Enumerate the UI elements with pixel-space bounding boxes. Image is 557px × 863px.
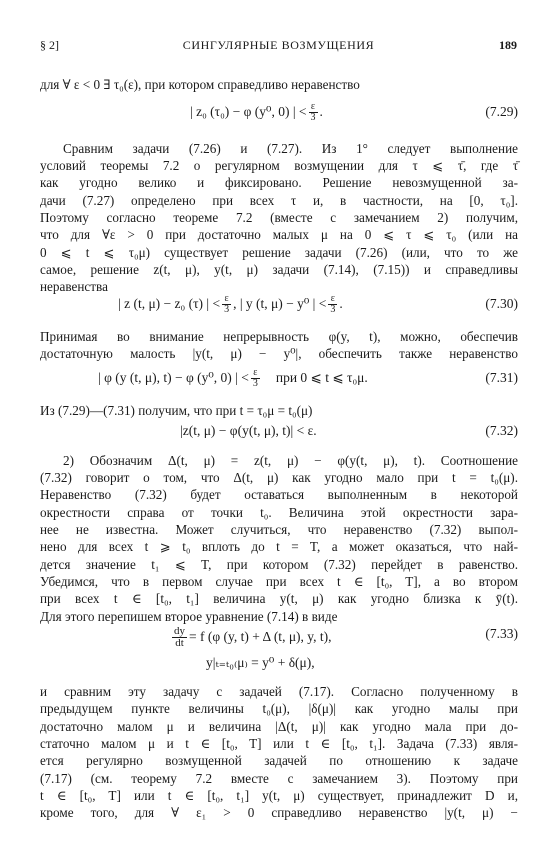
text-line: при всех t ∈ [t₀, t₁] величина y(t, μ) как угодно близка к ȳ(t). [40, 591, 518, 606]
equation-7-33 [40, 624, 518, 650]
text-line: что для ∀ε > 0 при достаточно малых μ на 0 ⩽ τ ⩽ τ₀ (или на [40, 227, 518, 242]
equation-7-30 [40, 294, 518, 314]
section-marker: § 2] [40, 38, 59, 52]
text-line: 2) Обозначим Δ(t, μ) = z(t, μ) − φ(y(t, μ), t). Соотношение [63, 453, 518, 468]
equation-7-31 [40, 368, 518, 388]
text-line: Из (7.29)—(7.31) получим, что при t = τ₀μ = t₀(μ) [40, 403, 313, 418]
equation-number: (7.33) [485, 626, 518, 641]
equation-7-29 [40, 102, 518, 122]
text-line: для ∀ ε < 0 ∃ τ₀(ε), при котором справедливо неравенство [40, 77, 360, 92]
equation-7-33-initial [40, 653, 518, 673]
running-title: СИНГУЛЯРНЫЕ ВОЗМУЩЕНИЯ [182, 38, 375, 52]
equation-formula: $\frac{dy}{dt}$ = f (φ (y, t) + Δ (t, μ), y, t), [174, 625, 332, 650]
equation-number: (7.30) [485, 296, 518, 311]
text-line: условий теоремы 7.2 о регулярном возмущении для τ ⩽ τ̄, где τ̄ [40, 158, 518, 173]
running-header [40, 38, 517, 56]
page-number: 189 [499, 38, 517, 52]
text-line: нее не известна. Может случиться, что неравенство (7.32) выпол- [40, 522, 518, 537]
text-line: Сравним задачи (7.26) и (7.27). Из 1° следует выполнение [63, 141, 518, 156]
text-line: Для этого перепишем второе уравнение (7.14) в виде [40, 609, 338, 624]
equation-formula: | z (t, μ) − z₀ (τ) | < $\frac{\varepsilon}{3}$ , | y (t, μ) − y⁰ | < $\frac{\varepsilon}{3}$ . [118, 293, 343, 316]
fraction: $\frac{\varepsilon}{3}$ [310, 101, 316, 124]
text-line: и сравним эту задачу с задачей (7.17). Согласно полученному в [40, 684, 518, 699]
equation-7-32 [40, 421, 518, 441]
text-line: 0 ⩽ t ⩽ τ₀μ) существует решение задачи (7.26) (или, что то же [40, 245, 518, 260]
text-line: (7.17) (см. теорему 7.2 вместе с замечанием 3). Поэтому при [40, 771, 518, 786]
text-line: достаточно малом μ и величина |Δ(t, μ)| как угодно мала при до- [40, 719, 518, 734]
text-line: Неравенство (7.32) будет оставаться выполненным в некоторой [40, 487, 518, 502]
equation-formula: |z(t, μ) − φ(y(t, μ), t)| < ε. [180, 423, 317, 438]
equation-formula: | φ (y (t, μ), t) − φ (y⁰, 0) | < $\frac{\varepsilon}{3}$ при 0 ⩽ t ⩽ τ₀μ. [98, 367, 368, 390]
text-line: (7.32) говорит о том, что Δ(t, μ) как угодно мало при t = t₀(μ). [40, 470, 518, 485]
equation-formula: y|ₜ₌ₜ₀₍μ₎ = y⁰ + δ(μ), [206, 655, 315, 670]
text-line: неравенства [40, 279, 108, 294]
text-line: дется значение t₁ ⩽ T, при котором (7.32) перейдет в равенство. [40, 557, 518, 572]
equation-formula: | z₀ (τ₀) − φ (y⁰, 0) | < $\frac{\varepsilon}{3}$ . [190, 101, 323, 124]
fraction: $\frac{\varepsilon}{3}$ [224, 293, 230, 316]
text-line: окрестности справа от точки t₀. Величина этой окрестности зара- [40, 505, 518, 520]
text-line: предыдущем пункте величины t₀(μ), |δ(μ)| как угодно малы при [40, 701, 518, 716]
text-line: как угодно велико и фиксировано. Решение невозмущенной за- [40, 175, 518, 190]
fraction: $\frac{\varepsilon}{3}$ [330, 293, 336, 316]
text-line: Поэтому согласно теореме 7.2 (вместе с замечанием 2) получим, [40, 210, 518, 225]
text-line: достаточную малость |y(t, μ) − y⁰|, обеспечить также неравенство [40, 346, 518, 361]
equation-number: (7.32) [485, 423, 518, 438]
fraction: $\frac{dy}{dt}$ [174, 625, 185, 650]
text-line: Принимая во внимание непрерывность φ(y, t), можно, обеспечив [40, 329, 518, 344]
equation-number: (7.29) [485, 104, 518, 119]
text-line: Убедимся, что в первом случае при всех t ∈ [t₀, T], а во втором [40, 574, 518, 589]
fraction: $\frac{\varepsilon}{3}$ [252, 367, 258, 390]
text-line: ется регулярно возмущенной задачей по отношению к задаче [40, 753, 518, 768]
text-line: статочно малом μ и t ∈ [t₀, T] или t ∈ [t₀, t₁]. Задача (7.33) явля- [40, 736, 518, 751]
equation-number: (7.31) [485, 370, 518, 385]
text-line: самое, решение z(t, μ), y(t, μ) задачи (7.14), (7.15)) и справедливы [40, 262, 518, 277]
text-line: кроме того, для ∀ ε₁ > 0 справедливо неравенство |y(t, μ) − [40, 805, 518, 820]
text-line: дачи (7.27) определено при всех τ и, в частности, на [0, τ₀]. [40, 193, 518, 208]
text-line: t ∈ [t₀, T] или t ∈ [t₀, t₁] y(t, μ) существует, принадлежит D и, [40, 788, 518, 803]
text-line: нено для всех t ⩾ t₀ вплоть до t = T, а может оказаться, что най- [40, 539, 518, 554]
